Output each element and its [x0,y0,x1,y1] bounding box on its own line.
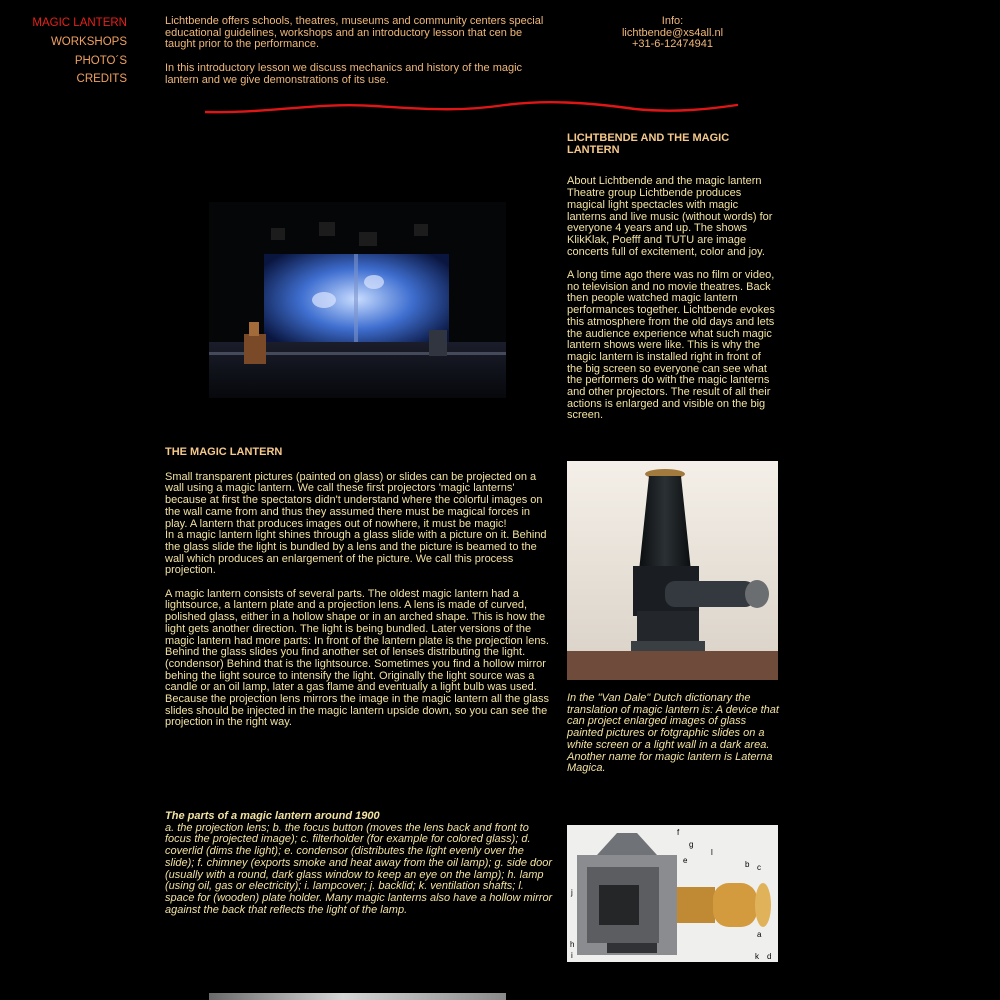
diagram-label-b: b [745,860,750,869]
info-email[interactable]: lichtbende@xs4all.nl [621,26,724,39]
diagram-label-h: h [570,940,575,949]
diagram-label-g: g [689,840,694,849]
intro-paragraph-1: Lichtbende offers schools, theatres, museums and community centers special educational guidelines, workshops and an introductory lesson that cen be taught prior to the performance. [165,15,544,51]
diagram-label-a: a [757,930,762,939]
lantern-section [165,447,553,729]
nav-credits[interactable]: CREDITS [76,73,127,85]
wavy-divider [205,100,739,118]
diagram-label-j: j [571,888,573,897]
diagram-label-d: d [767,952,772,961]
dictionary-caption: In the "Van Dale" Dutch dictionary the translation of magic lantern is: A device that can project enlarged images of glass painted pictures or fotgraphic slides on a white screen or a light wall in a dark area. Another name for magic lantern is Laterna Magica. [567,692,779,775]
stage-photo [209,202,506,398]
parts-section [165,811,553,916]
diagram-label-l: l [711,848,713,857]
diagram-label-e: e [683,856,688,865]
lantern-parts-diagram [567,825,778,962]
nav-photos[interactable]: PHOTO´S [74,55,127,67]
parts-text: a. the projection lens; b. the focus button (moves the lens back and front to focus the projected image); c. filterholder (for example for colored glass); d. coverlid (dims the light); e. condensor (distributes the light evenly over the slide); f. chimney (exports smoke and heat away from the oil lamp); g. side door (usually with a round, dark glass window to keep an eye on the lamp); h. lamp (using oil, gas or electricity); i. lampcover; j. backlid; k. ventilation shafts; l. space for (wooden) plate holder. Many magic lanterns also have a hollow mirror against the back that reflects the light of the lamp. [165,821,553,916]
diagram-label-c: c [757,863,761,872]
lantern-heading: THE MAGIC LANTERN [165,446,283,458]
info-label: Info: [661,15,684,27]
about-paragraph-2: A long time ago there was no film or video, no television and no movie theatres. Back then people watched magic lantern performances together. Lichtbende evokes this atmosphere from the old days and lets the audience experience what such magic lantern shows were like. This is why the magic lantern is installed right in front of the big screen so everyone can see what the performers do with the magic lanterns and other projectors. The result of all their actions is enlarged and visible on the big screen. [567,269,775,422]
lantern-paragraph-3: A magic lantern consists of several parts. The oldest magic lantern had a lightsource, a lantern plate and a projection lens. A lens is made of curved, polished glass, either in a hollow shape or in an arched shape. This is how the light gets another direction. The light is being bundled. Later versions of the magic lantern had more parts: In front of the lantern plate is the projection lens. Behind the glass slides you find another set of lenses distributing the light. (condensor) Behind that is the lightsource. Sometimes you find a hollow mirror behing the light source to intensify the light. Originally the light source was a candle or an oil lamp, later a gas flame and eventually a light bulb was used. Because the projection lens mirrors the image in the magic lantern all the glass slides should be injected in the magic lantern upside down, so you can see the projection in the right way. [165,587,549,729]
lantern-paragraph-2: In a magic lantern light shines through a glass slide with a picture on it. Behind the glass slide the light is bundled by a lens and the picture is beamed to the wall which produces an enlargement of the picture. We call this process projection. [165,529,547,577]
magic-lantern-photo [567,461,778,680]
about-paragraph-1: About Lichtbende and the magic lantern Theatre group Lichtbende produces magical light spectacles with magic lanterns and live music (without words) for everyone 4 years and up. The shows KlikKlak, Poefff and TUTU are image concerts full of excitement, color and joy. [567,175,773,258]
about-section [567,133,779,422]
nav-magic-lantern[interactable]: MAGIC LANTERN [32,17,127,29]
diagram-label-k: k [755,952,759,961]
intro-paragraph-2: In this introductory lesson we discuss mechanics and history of the magic lantern and we give demonstrations of its use. [165,61,523,86]
diagram-label-i: i [571,951,573,960]
bottom-photo-partial [209,993,506,1000]
about-heading: LICHTBENDE AND THE MAGIC LANTERN [567,132,730,156]
diagram-label-f: f [677,828,680,837]
intro-text [165,16,553,86]
parts-heading: The parts of a magic lantern around 1900 [165,810,380,822]
info-phone: +31-6-12474941 [631,38,714,51]
info-block [600,16,745,51]
nav-workshops[interactable]: WORKSHOPS [50,36,127,48]
lantern-paragraph-1: Small transparent pictures (painted on glass) or slides can be projected on a wall using a magic lantern. We call these first projectors 'magic lanterns' because at first the spectators didn't understand where the colorful images on the wall came from and thus they assumed there must be magical forces in play. A lantern that produces images out of nowhere, it must be magic! [165,470,543,530]
